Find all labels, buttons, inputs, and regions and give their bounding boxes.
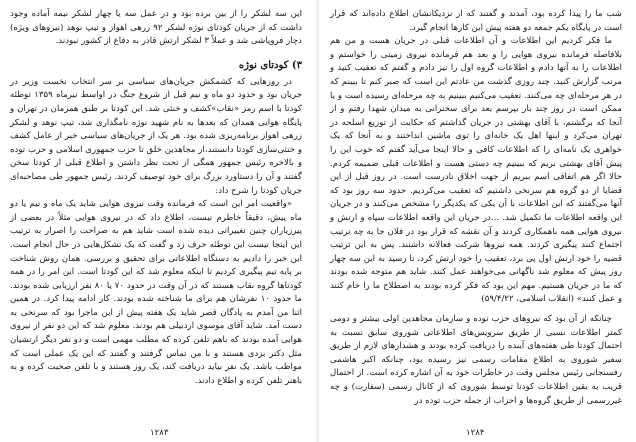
intro-paragraph: این سه لشکر را از بین برده بود و در عمل سه یا چهار لشکر نیمه آماده وجود داشت که از جریان کودتای نوژه لشکر ۹۲ زرهی اهواز و تیپ نوهد (نیروهای ویژه) دچار فروپاشی شد و عملاً ۳ لشکر ارتش قادر به دفاع از کشور نبودند. [10, 9, 302, 47]
section-paragraph: در روزهایی که کشمکش جریان‌های سیاسی بر سر انتخاب نخست وزیر در جریان بود و حدود دو ماه و نیم قبل از شروع جنگ در اواسط تیرماه ۱۳۵۹ توطئه کودتا با اسم رمز «نقاب»کشف و خنثی شد. این کودتا بر طبق همزمان در تهران و پایگاه هوایی همدان که بعدها به نام شهید نوژه نامگذاری شد، تیپ نوهد و لشکر زرهی اهواز برنامه‌ریزی شده بود. هر یک از جریان‌های سیاسی خبر از عامل کشف و خنثی‌سازی کودتا دانستند،از مجاهدین خلق تا حزب جمهوری اسلامی و حزب توده و بالاخره رئیس جمهور همگی از تحت نظر داشتن و اطلاع قبلی از کودتا سخن گفتند و آن را دستاورد بزرگ برای خود توصیف کردند. رئیس جمهور طی مصاحبه‌ای جریان کودتا را شرح داد: [10, 76, 303, 196]
right-page [318, 0, 636, 442]
quote-paragraph: «واقعیت امر این است که فرمانده وقت نیروی هوایی شاید یک ماه و نیم یا دو ماه پیش، دقیقاً خاطرم نیست، اطلاع داد که در نیروی هوایی مثلاً در بعضی از پیرزیاران چنین تغییراتی دیده شده است شاید هم به صراحت را اصرار به ترتیب این اینجا نیست این توطئه حرف زد و گفت که یک تشکل‌هایی در حال انجام است. این خبر را دادیم به دستگاه اطلاعاتی برای تحقیق و بررسی. همان روش شناخت بر پایه تیم پیگیری کردیم تا اینکه معلوم شد که این کودتا است. این امر را در همه کودتاها گروه نقاب هستند که در آن وقت در حدود ۷۰ یا ۸۰ نفر ارزیابی شده بودند. ما حدود ۱۰ نفرشان هم برای ما شناخته شده بودند. کار ادامه پیدا کرد. در همین اثنا من آمدم به پادگان قصر شاید یک هفته پیش از این ماجرا بود که سرنخی به دست آمد. شاید آقای موسوی اردبیلی هم بودند. معلوم شد که این دو نفر از نیروی هوایی آمده بودند که باهم تلفن کرده که مطلب مهمی است و دو نفر دیگر ارتشیان مثل دکتر بزدی هستند و با من تماس گرفتند و گفتند که این یک عملی است که مواظب باشد. یک نفر بیاید دریافت کند، یک روز هستند و با تلفن صحبت کرده و به باهنر تلفن کرده و اطلاع دادند. [10, 199, 303, 386]
page-number-right: ۱۲۸۴ [466, 428, 485, 438]
quote-continuation: شب ما را پیدا کرده بود، آمدند و گفتند که از نزدیکانشان اطلاع داده‌اند که قرار است در پایگاه یکم جمعه دو هفته پیش این کارها انجام گیرد. [330, 9, 622, 33]
quote-body: ما فکر کردیم این اطلاعات و آن اطلاعات قبلی در جریان هست و من هم بلافاصله فرمانده نیروی هوایی را و بعد هم فرمانده نیروی زمینی را خواستم و اطلاعات را به آنها دادم و اطلاعات گروه اول را نیز دادم و گفتم که تعقیب کنید و مرتب گزارش کنید. چند روزی گذشت من عادتم این است که صبر کنم تا ببینم که در هر مرحله‌ای چه می‌کنند. تعقیب می‌کنیم ببینیم به چه مرحله‌ای رسیده است و یا ممکن است در روز چند بار بپرسم بعد برای سخنرانی به میدان شهدا رفتم و از آنجا که برگشتم، با آقای بهشتی در جریان گذاشتم که حکایت از توزیع اسلحه در تهران می‌کرد و اینها اهل یک خانه‌ای را توی ماشین انداختند و به آنجا که یک خواهری یک نامه‌ای را که اطلاعات کافی و حالا اینجا می‌آید گفتم که خوب این را پیش آقای بهشتی بریم که ببینیم چه دستی هست و اطلاعات قبلی ضمیمه کردم. حالا اگر هم اتفاقی اسم ببریم از جهت اخلاق نادرست است. در روز قبل از این قضایا از دو گروه هم سرنخی داشتیم که تعقیب می‌کردیم. حدود سه روز بود که آنها می‌گفتند که این اطلاعات با آن یکی که یکدیگر را مشخص می‌کنند و در جریان این واقعه اطلاعات ما تکمیل شد. ...در جریان این واقعه اطلاعات سپاه و ارتش و نیروی هوایی همه باهمکاری کردند و آن نقشه که قرار بود در فلان جا به چه ترتیب اجتماع کنند پیگیری کردند. همه نیروها شرکت فعالانه داشتند. پس به این ترتیب قضیه را خود ارتش اول پی برد، تعقیب را خود ارتش کرد، تا رسید به این سه چهار روز پیش که معلوم شد ناگهانی می‌خواهند عمل کنند. شاید هم متوجه شده بودند که ما در جریان هستیم. مهم این بود که فکر کرده بودند به اصطلاح ما را خام کنند و عمل کنند» (انقلاب اسلامی، ۵۹/۴/۲۲) [330, 36, 622, 305]
section-heading: ۳) کودتای نوژه [238, 59, 302, 71]
page-number-left: ۱۲۸۳ [150, 428, 169, 438]
analysis-paragraph: چنانکه از آن بود که نیروهای حزب توده و سازمان مجاهدین اولی بیشتر و دومی کمتر اطلاعات نسبی از طریق سرویس‌های اطلاعاتی شوروی سابق نسبت به احتمال کودتا طی هفته‌های آینده را دریافت کرده بودند و هشدارهای لازم از طریق سفیر شوروی به اطلاع مقامات رسمی نیز رسیده بود، چنانکه اکبر هاشمی رفسنجانی رئیس مجلس وقت در خاطرات خود به آن اشاره کرده است. از احتمال قریب به یقین اطلاعات کودتا توسط شوروی که از کانال رسمی (سفارت) و چه غیررسمی از طریق گروه‌ها و احزاب از جمله حزب توده در [330, 314, 622, 406]
